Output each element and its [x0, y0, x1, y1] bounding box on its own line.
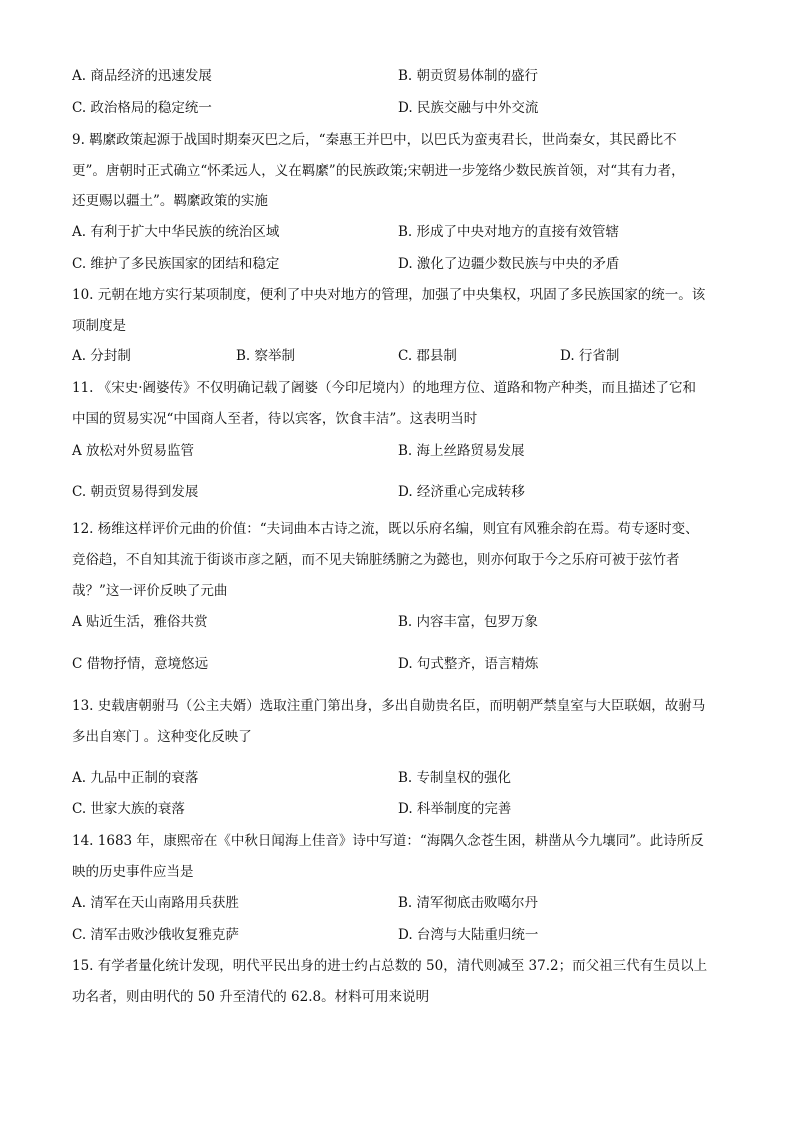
q10-stem-line-2: 项制度是: [72, 318, 126, 334]
q13-option-d: D. 科举制度的完善: [398, 801, 512, 817]
q14-option-c: C. 清军击败沙俄收复雅克萨: [72, 927, 239, 943]
prev-option-a: A. 商品经济的迅速发展: [72, 68, 212, 84]
q9-stem-line-1: 9. 羁縻政策起源于战国时期秦灭巴之后，“秦惠王并巴中，以巴氏为蛮夷君长，世尚秦女，其民爵比不: [72, 132, 677, 148]
q14-stem-line-1: 14. 1683 年，康熙帝在《中秋日闻海上佳音》诗中写道：“海隅久念苍生困，耕凿从今九壤同”。此诗所反: [72, 833, 704, 849]
q13-stem-line-2: 多出自寒门 。这种变化反映了: [72, 729, 252, 745]
q11-stem-line-1: 11. 《宋史·阇婆传》不仅明确记载了阇婆（今印尼境内）的地理方位、道路和物产种类，而且描述了它和: [72, 380, 697, 396]
q10-stem-line-1: 10. 元朝在地方实行某项制度，便利了中央对地方的管理，加强了中央集权，巩固了多民族国家的统一。该: [72, 287, 706, 303]
prev-option-d: D. 民族交融与中外交流: [398, 100, 539, 116]
q12-stem-line-2: 竞俗趋，不自知其流于街谈市彦之陋，而不见夫锦脏绣腑之为懿也，则亦何取于今之乐府可被于弦竹者: [72, 552, 680, 568]
q12-stem-line-1: 12. 杨维这样评价元曲的价值：“夫词曲本古诗之流，既以乐府名编，则宜有风雅余韵在焉。苟专逐时变、: [72, 521, 699, 537]
q9-option-d: D. 激化了边疆少数民族与中央的矛盾: [398, 256, 620, 272]
q9-option-c: C. 维护了多民族国家的团结和稳定: [72, 256, 280, 272]
q15-stem-line-2: 功名者，则由明代的 50 升至清代的 62.8。材料可用来说明: [72, 989, 430, 1005]
q12-stem-line-3: 哉？”这一评价反映了元曲: [72, 583, 228, 599]
q12-option-b: B. 内容丰富，包罗万象: [398, 614, 539, 630]
q10-option-d: D. 行省制: [560, 348, 620, 364]
q9-stem-line-2: 更”。唐朝时正式确立“怀柔远人，义在羁縻”的民族政策;宋朝进一步笼络少数民族首领，对“其有力者，: [72, 163, 685, 179]
q10-option-a: A. 分封制: [72, 348, 131, 364]
q12-option-c: C 借物抒情，意境悠远: [72, 656, 209, 672]
q14-stem-line-2: 映的历史事件应当是: [72, 864, 194, 880]
q13-stem-line-1: 13. 史载唐朝驸马（公主夫婿）选取注重门第出身，多出自勋贵名臣，而明朝严禁皇室与大臣联姻，故驸马: [72, 698, 706, 714]
q14-option-a: A. 清军在天山南路用兵获胜: [72, 895, 239, 911]
q9-option-a: A. 有利于扩大中华民族的统治区域: [72, 224, 280, 240]
q12-option-a: A 贴近生活，雅俗共赏: [72, 614, 208, 630]
q13-option-a: A. 九品中正制的衰落: [72, 770, 199, 786]
q15-stem-line-1: 15. 有学者量化统计发现，明代平民出身的进士约占总数的 50，清代则减至 37.2；而父祖三代有生员以上: [72, 958, 708, 974]
q11-option-b: B. 海上丝路贸易发展: [398, 443, 525, 459]
q9-option-b: B. 形成了中央对地方的直接有效管辖: [398, 224, 620, 240]
q11-option-c: C. 朝贡贸易得到发展: [72, 484, 199, 500]
prev-option-b: B. 朝贡贸易体制的盛行: [398, 68, 539, 84]
q12-option-d: D. 句式整齐，语言精炼: [398, 656, 539, 672]
q11-stem-line-2: 中国的贸易实况“中国商人至者，待以宾客，饮食丰洁”。这表明当时: [72, 411, 478, 427]
q13-option-c: C. 世家大族的衰落: [72, 801, 185, 817]
q10-option-b: B. 察举制: [236, 348, 296, 364]
q11-option-a: A 放松对外贸易监管: [72, 443, 195, 459]
q14-option-b: B. 清军彻底击败噶尔丹: [398, 895, 539, 911]
q9-stem-line-3: 还更赐以疆土”。羁縻政策的实施: [72, 193, 268, 209]
q11-option-d: D. 经济重心完成转移: [398, 484, 525, 500]
q13-option-b: B. 专制皇权的强化: [398, 770, 512, 786]
q14-option-d: D. 台湾与大陆重归统一: [398, 927, 539, 943]
q10-option-c: C. 郡县制: [398, 348, 457, 364]
prev-option-c: C. 政治格局的稳定统一: [72, 100, 212, 116]
